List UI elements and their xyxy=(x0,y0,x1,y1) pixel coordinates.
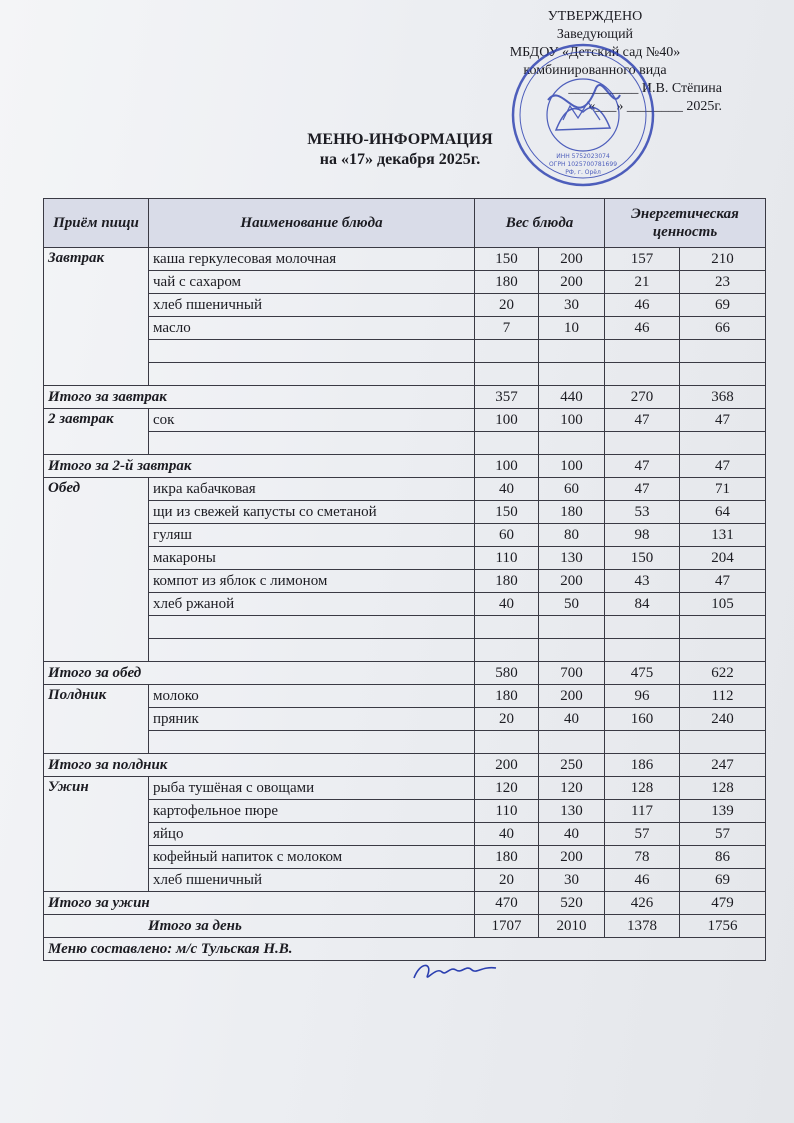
weight-large: 130 xyxy=(539,547,605,570)
day-total-label: Итого за день xyxy=(44,915,475,938)
weight-large: 30 xyxy=(539,294,605,317)
weight-small: 180 xyxy=(475,685,539,708)
energy-large: 47 xyxy=(680,570,766,593)
footer-row xyxy=(44,938,766,961)
approval-title: УТВЕРЖДЕНО xyxy=(547,9,643,24)
energy-large: 47 xyxy=(680,409,766,432)
energy-large: 139 xyxy=(680,800,766,823)
header-weight: Вес блюда xyxy=(475,199,605,248)
total-weight-large: 100 xyxy=(539,455,605,478)
total-row-day xyxy=(44,915,766,938)
total-energy-large: 47 xyxy=(680,455,766,478)
energy-small: 157 xyxy=(605,248,680,271)
energy-large: 57 xyxy=(680,823,766,846)
energy-large: 66 xyxy=(680,317,766,340)
table-row xyxy=(44,593,766,616)
header-meal: Приём пищи xyxy=(44,199,149,248)
weight-large: 200 xyxy=(539,846,605,869)
table-row xyxy=(44,685,766,708)
total-energy-large: 368 xyxy=(680,386,766,409)
approval-org-type: комбинированного вида xyxy=(523,63,667,78)
weight-large: 200 xyxy=(539,248,605,271)
weight-small: 180 xyxy=(475,271,539,294)
table-row xyxy=(44,409,766,432)
page-title xyxy=(200,130,600,170)
author-signature xyxy=(410,958,500,988)
weight-small: 60 xyxy=(475,524,539,547)
table-row xyxy=(44,478,766,501)
energy-small: 57 xyxy=(605,823,680,846)
weight-large: 200 xyxy=(539,570,605,593)
weight-large: 200 xyxy=(539,685,605,708)
weight-small: 110 xyxy=(475,800,539,823)
total-weight-large: 250 xyxy=(539,754,605,777)
table-row xyxy=(44,846,766,869)
total-weight-small: 100 xyxy=(475,455,539,478)
table-row xyxy=(44,800,766,823)
table-row xyxy=(44,524,766,547)
total-weight-large: 440 xyxy=(539,386,605,409)
meal-dinner: Ужин xyxy=(44,777,149,892)
energy-large: 210 xyxy=(680,248,766,271)
energy-large: 204 xyxy=(680,547,766,570)
energy-large: 64 xyxy=(680,501,766,524)
menu-table xyxy=(43,198,766,961)
energy-large: 105 xyxy=(680,593,766,616)
dish-name: хлеб пшеничный xyxy=(149,869,475,892)
total-energy-small: 47 xyxy=(605,455,680,478)
weight-large: 60 xyxy=(539,478,605,501)
energy-small: 53 xyxy=(605,501,680,524)
table-row xyxy=(44,501,766,524)
menu-author: Меню составлено: м/с Тульская Н.В. xyxy=(44,938,766,961)
weight-large: 120 xyxy=(539,777,605,800)
weight-small: 100 xyxy=(475,409,539,432)
total-row-breakfast xyxy=(44,386,766,409)
energy-large: 69 xyxy=(680,869,766,892)
table-row xyxy=(44,823,766,846)
total-label: Итого за ужин xyxy=(44,892,475,915)
total-label: Итого за обед xyxy=(44,662,475,685)
empty-row xyxy=(44,340,766,363)
weight-small: 40 xyxy=(475,478,539,501)
total-weight-small: 357 xyxy=(475,386,539,409)
energy-small: 43 xyxy=(605,570,680,593)
weight-large: 130 xyxy=(539,800,605,823)
dish-name: сок xyxy=(149,409,475,432)
day-weight-small: 1707 xyxy=(475,915,539,938)
weight-small: 40 xyxy=(475,593,539,616)
dish-name: щи из свежей капусты со сметаной xyxy=(149,501,475,524)
energy-small: 96 xyxy=(605,685,680,708)
weight-large: 100 xyxy=(539,409,605,432)
dish-name: яйцо xyxy=(149,823,475,846)
table-row xyxy=(44,294,766,317)
weight-large: 40 xyxy=(539,708,605,731)
day-weight-large: 2010 xyxy=(539,915,605,938)
weight-large: 80 xyxy=(539,524,605,547)
energy-small: 21 xyxy=(605,271,680,294)
dish-name: пряник xyxy=(149,708,475,731)
stamp-inn: ИНН 5752023074 xyxy=(556,153,610,160)
total-weight-large: 520 xyxy=(539,892,605,915)
energy-small: 117 xyxy=(605,800,680,823)
total-row-snack xyxy=(44,754,766,777)
weight-small: 110 xyxy=(475,547,539,570)
stamp-city: РФ, г. Орёл xyxy=(565,169,601,176)
table-row xyxy=(44,869,766,892)
energy-small: 47 xyxy=(605,478,680,501)
energy-large: 86 xyxy=(680,846,766,869)
weight-large: 180 xyxy=(539,501,605,524)
energy-large: 131 xyxy=(680,524,766,547)
total-energy-small: 475 xyxy=(605,662,680,685)
energy-large: 112 xyxy=(680,685,766,708)
title-main: МЕНЮ-ИНФОРМАЦИЯ xyxy=(307,131,493,148)
title-date: на «17» декабря 2025г. xyxy=(319,151,481,168)
weight-large: 200 xyxy=(539,271,605,294)
day-energy-small: 1378 xyxy=(605,915,680,938)
total-row-dinner xyxy=(44,892,766,915)
total-weight-small: 580 xyxy=(475,662,539,685)
header-dish: Наименование блюда xyxy=(149,199,475,248)
weight-small: 20 xyxy=(475,708,539,731)
dish-name: икра кабачковая xyxy=(149,478,475,501)
table-row xyxy=(44,570,766,593)
empty-row xyxy=(44,616,766,639)
total-energy-small: 186 xyxy=(605,754,680,777)
table-row xyxy=(44,248,766,271)
energy-small: 160 xyxy=(605,708,680,731)
energy-small: 46 xyxy=(605,294,680,317)
dish-name: компот из яблок с лимоном xyxy=(149,570,475,593)
dish-name: кофейный напиток с молоком xyxy=(149,846,475,869)
dish-name: молоко xyxy=(149,685,475,708)
approval-organization: МБДОУ «Детский сад №40» xyxy=(509,45,681,60)
weight-small: 180 xyxy=(475,846,539,869)
weight-large: 50 xyxy=(539,593,605,616)
dish-name: хлеб ржаной xyxy=(149,593,475,616)
meal-snack: Полдник xyxy=(44,685,149,754)
energy-small: 128 xyxy=(605,777,680,800)
energy-large: 23 xyxy=(680,271,766,294)
total-energy-small: 426 xyxy=(605,892,680,915)
dish-name: гуляш xyxy=(149,524,475,547)
table-header-row xyxy=(44,199,766,248)
energy-small: 78 xyxy=(605,846,680,869)
total-label: Итого за завтрак xyxy=(44,386,475,409)
energy-small: 46 xyxy=(605,869,680,892)
approval-date: «___» ________ 2025г. xyxy=(588,99,722,114)
dish-name: макароны xyxy=(149,547,475,570)
total-weight-small: 200 xyxy=(475,754,539,777)
total-label: Итого за 2-й завтрак xyxy=(44,455,475,478)
energy-small: 150 xyxy=(605,547,680,570)
energy-large: 69 xyxy=(680,294,766,317)
weight-small: 180 xyxy=(475,570,539,593)
total-label: Итого за полдник xyxy=(44,754,475,777)
weight-large: 40 xyxy=(539,823,605,846)
weight-small: 120 xyxy=(475,777,539,800)
dish-name: масло xyxy=(149,317,475,340)
weight-small: 20 xyxy=(475,869,539,892)
meal-lunch: Обед xyxy=(44,478,149,662)
empty-row xyxy=(44,731,766,754)
meal-second-breakfast: 2 завтрак xyxy=(44,409,149,455)
energy-large: 240 xyxy=(680,708,766,731)
energy-large: 128 xyxy=(680,777,766,800)
weight-large: 10 xyxy=(539,317,605,340)
dish-name: чай с сахаром xyxy=(149,271,475,294)
header-energy: Энергетическая ценность xyxy=(605,199,766,248)
weight-small: 20 xyxy=(475,294,539,317)
total-energy-small: 270 xyxy=(605,386,680,409)
total-weight-large: 700 xyxy=(539,662,605,685)
total-weight-small: 470 xyxy=(475,892,539,915)
total-energy-large: 247 xyxy=(680,754,766,777)
table-row xyxy=(44,317,766,340)
table-row xyxy=(44,777,766,800)
dish-name: картофельное пюре xyxy=(149,800,475,823)
weight-small: 150 xyxy=(475,248,539,271)
meal-breakfast: Завтрак xyxy=(44,248,149,386)
empty-row xyxy=(44,363,766,386)
energy-large: 71 xyxy=(680,478,766,501)
dish-name: хлеб пшеничный xyxy=(149,294,475,317)
weight-small: 7 xyxy=(475,317,539,340)
table-row xyxy=(44,708,766,731)
day-energy-large: 1756 xyxy=(680,915,766,938)
total-energy-large: 622 xyxy=(680,662,766,685)
stamp-ogrn: ОГРН 1025700781699 xyxy=(548,161,618,168)
weight-large: 30 xyxy=(539,869,605,892)
dish-name: рыба тушёная с овощами xyxy=(149,777,475,800)
energy-small: 98 xyxy=(605,524,680,547)
table-row xyxy=(44,547,766,570)
total-row-second-breakfast xyxy=(44,455,766,478)
empty-row xyxy=(44,639,766,662)
dish-name: каша геркулесовая молочная xyxy=(149,248,475,271)
total-energy-large: 479 xyxy=(680,892,766,915)
energy-small: 84 xyxy=(605,593,680,616)
weight-small: 40 xyxy=(475,823,539,846)
energy-small: 46 xyxy=(605,317,680,340)
weight-small: 150 xyxy=(475,501,539,524)
approval-signatory: __________ И.В. Стёпина xyxy=(568,81,722,96)
approval-position: Заведующий xyxy=(556,27,634,42)
empty-row xyxy=(44,432,766,455)
table-row xyxy=(44,271,766,294)
energy-small: 47 xyxy=(605,409,680,432)
total-row-lunch xyxy=(44,662,766,685)
